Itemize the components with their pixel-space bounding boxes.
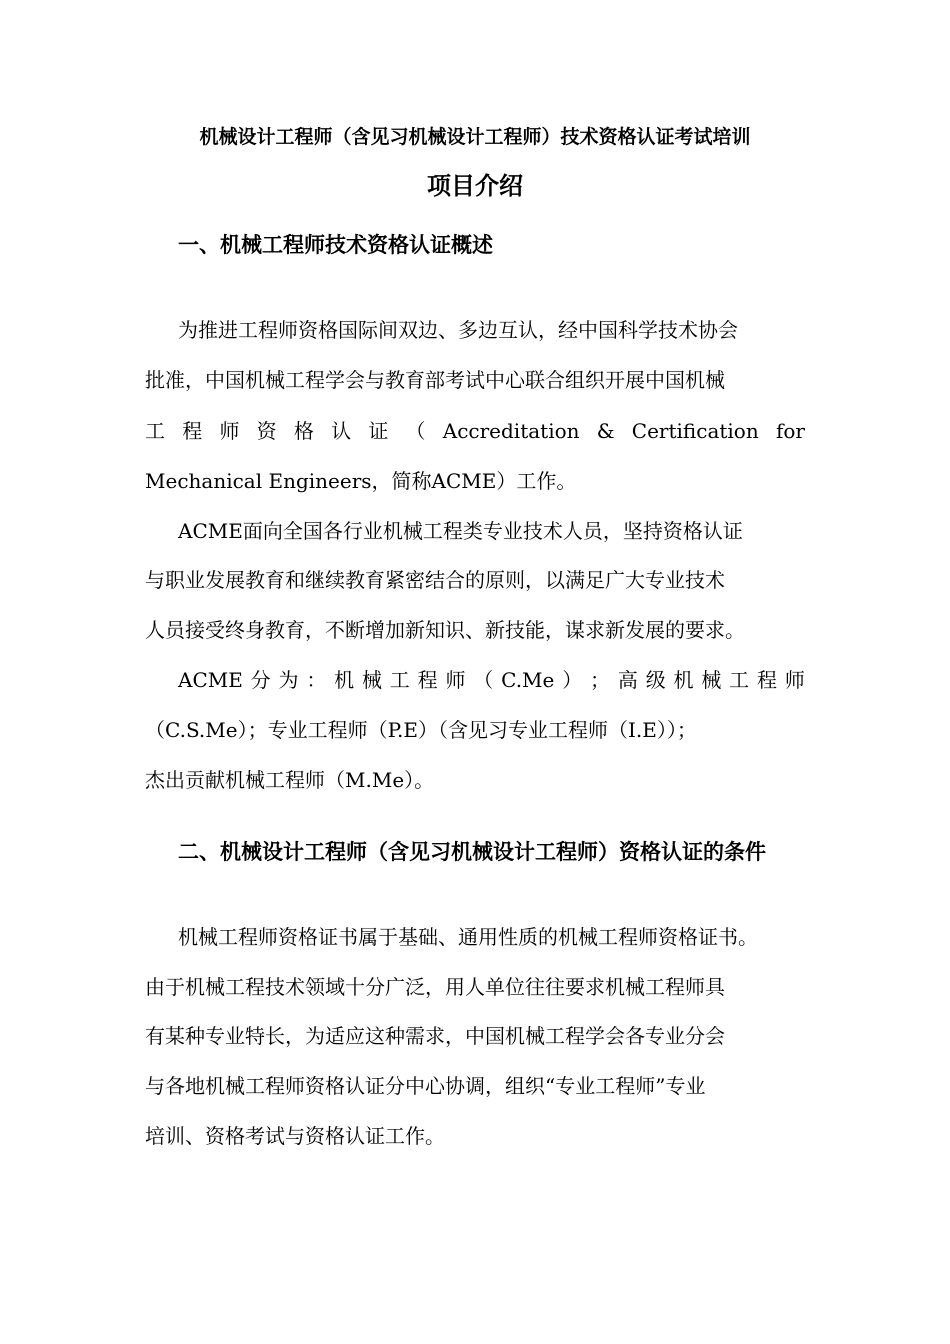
justified-word: ACME [178, 668, 243, 692]
section1-p2-line1: ACME面向全国各行业机械工程类专业技术人员，坚持资格认证 [178, 519, 743, 543]
section1-p1-line2: 批准，中国机械工程学会与教育部考试中心联合组织开展中国机械 [145, 368, 725, 392]
justified-word: ） [562, 668, 583, 692]
justified-word: 工 [145, 419, 165, 443]
justified-word: 机 [673, 668, 694, 692]
document-title: 机械设计工程师（含见习机械设计工程师）技术资格认证考试培训 [199, 126, 751, 148]
justified-word: 械 [701, 668, 722, 692]
justified-word: ： [306, 668, 327, 692]
section1-p3-line1 [178, 665, 805, 695]
justified-word: for [775, 419, 805, 443]
justified-word: C.Me [501, 668, 555, 692]
justified-word: 高 [617, 668, 638, 692]
section2-p1-line5: 培训、资格考试与资格认证工作。 [145, 1124, 445, 1148]
justified-word: 级 [645, 668, 666, 692]
justified-word: Accreditation [442, 419, 580, 443]
justified-word: 师 [219, 419, 240, 443]
section1-heading: 一、机械工程师技术资格认证概述 [178, 232, 493, 257]
justified-word: 认 [331, 419, 352, 443]
section1-p1-line3 [145, 416, 805, 446]
section2-p1-line4: 与各地机械工程师资格认证分中心协调，组织“专业工程师”专业 [145, 1074, 706, 1098]
justified-word: 为 [278, 668, 299, 692]
document-subtitle: 项目介绍 [427, 171, 523, 200]
justified-word: 师 [445, 668, 466, 692]
justified-word: ； [590, 668, 611, 692]
justified-word: 程 [417, 668, 438, 692]
justified-word: 资 [256, 419, 277, 443]
justified-word: 格 [293, 419, 314, 443]
justified-word: 师 [784, 668, 805, 692]
justified-word: （ [405, 419, 426, 443]
section2-p1-line2: 由于机械工程技术领域十分广泛，用人单位往往要求机械工程师具 [145, 975, 725, 999]
section1-p2-line3: 人员接受终身教育，不断增加新知识、新技能，谋求新发展的要求。 [145, 618, 745, 642]
justified-word: 工 [389, 668, 410, 692]
justified-word: 程 [757, 668, 777, 692]
section1-p1-line4: Mechanical Engineers，简称ACME）工作。 [145, 469, 577, 493]
justified-word: 械 [361, 668, 382, 692]
section1-p1-line1: 为推进工程师资格国际间双边、多边互认，经中国科学技术协会 [178, 318, 738, 342]
section1-p3-line3: 杰出贡献机械工程师（M.Me）。 [145, 768, 435, 792]
justified-word: 分 [250, 668, 271, 692]
section1-p3-line2: （C.S.Me）；专业工程师（P.E）（含见习专业工程师（I.E））； [145, 718, 697, 742]
justified-word: 机 [334, 668, 355, 692]
justified-word: & [596, 419, 615, 443]
section2-heading: 二、机械设计工程师（含见习机械设计工程师）资格认证的条件 [178, 839, 766, 864]
section1-p2-line2: 与职业发展教育和继续教育紧密结合的原则，以满足广大专业技术 [145, 568, 725, 592]
section2-p1-line1: 机械工程师资格证书属于基础、通用性质的机械工程师资格证书。 [178, 925, 758, 949]
justified-word: 程 [182, 419, 203, 443]
justified-word: Certification [631, 419, 759, 443]
justified-word: 证 [368, 419, 389, 443]
justified-word: （ [473, 668, 494, 692]
justified-word: 工 [729, 668, 750, 692]
section2-p1-line3: 有某种专业特长，为适应这种需求，中国机械工程学会各专业分会 [145, 1024, 725, 1048]
